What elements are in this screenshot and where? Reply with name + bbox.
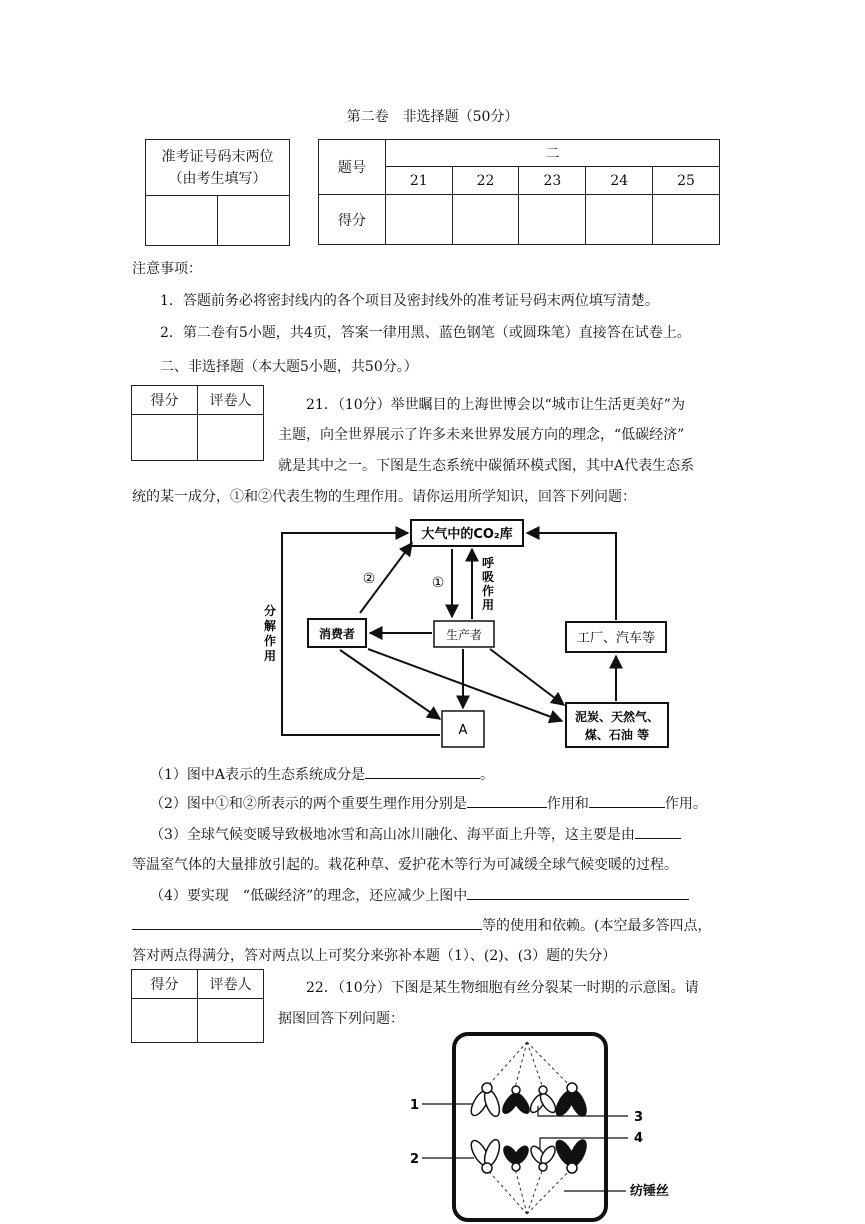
grader-score-cell[interactable] <box>132 415 198 461</box>
q21-sub2-end: 作用。 <box>664 796 707 812</box>
grader-name-cell[interactable] <box>198 415 264 461</box>
answer-blank[interactable] <box>365 764 480 779</box>
note-item: 1．答题前务必将密封线内的各个项目及密封线外的准考证号码末两位填写清楚。 <box>160 293 659 309</box>
answer-blank[interactable] <box>635 824 681 839</box>
producer-label: 生产者 <box>445 628 483 642</box>
grader-score-cell[interactable] <box>132 999 198 1043</box>
label-process-2: ② <box>362 571 376 587</box>
group-label: 二 <box>385 140 719 167</box>
section-title: 第二卷 非选择题（50分） <box>346 109 519 125</box>
exam-id-header <box>146 140 290 196</box>
q21-line2: 主题，向全世界展示了许多未来世界发展方向的理念，“低碳经济” <box>278 427 685 443</box>
row-label-score: 得分 <box>319 195 386 245</box>
cell-outline <box>454 1034 606 1220</box>
respiration-char: 作 <box>482 584 495 598</box>
question-number: 25 <box>653 167 720 195</box>
grader-name-cell[interactable] <box>198 999 264 1043</box>
q22-line1: 22．（10分）下图是某生物细胞有丝分裂某一时期的示意图。请 <box>306 980 699 996</box>
grader-score-label: 得分 <box>132 970 198 999</box>
grader-name-label: 评卷人 <box>198 386 264 415</box>
q21-sub4-note: 答对两点得满分，答对两点以上可奖分来弥补本题（1）、(2)、(3）题的失分） <box>132 948 617 964</box>
exam-id-header-line1: 准考证号码末两位 <box>161 148 274 165</box>
q21-sub2-text: （2）图中①和②所表示的两个重要生理作用分别是 <box>150 796 467 812</box>
grader-box-q22 <box>131 969 264 1043</box>
co2-pool-label: 大气中的CO₂库 <box>421 527 513 542</box>
q22-line2: 据图回答下列问题： <box>278 1011 404 1027</box>
fossil-fuel-label-line1: 泥炭、天然气、 <box>574 710 660 724</box>
chromosome-label-1: 1 <box>410 1098 420 1113</box>
q21-sub4 <box>150 885 689 905</box>
grader-name-label: 评卷人 <box>198 970 264 999</box>
respiration-char: 呼 <box>482 556 495 570</box>
q21-sub2 <box>150 793 707 813</box>
score-cell[interactable] <box>385 195 452 245</box>
carbon-cycle-diagram <box>250 515 680 755</box>
q21-sub1 <box>150 764 494 784</box>
q21-line1: 21．（10分）举世瞩目的上海世博会以“城市让生活更美好”为 <box>306 397 685 413</box>
arrow-producer-to-fossil <box>490 649 564 705</box>
question-number: 21 <box>385 167 452 195</box>
q21-sub4-mid: 等的使用和依赖。(本空最多答四点， <box>482 918 712 934</box>
score-cell[interactable] <box>452 195 519 245</box>
q21-sub1-end: 。 <box>480 767 495 783</box>
grader-box-q21 <box>131 385 264 461</box>
notes-title: 注意事项： <box>132 261 202 277</box>
decomposition-label <box>264 603 276 663</box>
arrow-consumer-to-fossil <box>368 649 562 721</box>
exam-id-header-line2: （由考生填写） <box>168 170 267 187</box>
grader-score-label: 得分 <box>132 386 198 415</box>
q21-sub3-text: （3）全球气候变暖导致极地冰雪和高山冰川融化、海平面上升等，这主要是由 <box>150 827 635 843</box>
part2-heading: 二、非选择题（本大题5小题，共50分。） <box>160 359 418 375</box>
q21-line4: 统的某一成分，①和②代表生物的生理作用。请你运用所学知识，回答下列问题： <box>132 489 636 505</box>
row-label-question: 题号 <box>319 140 386 195</box>
exam-id-digit-1[interactable] <box>146 196 218 246</box>
note-item: 2．第二卷有5小题，共4页，答案一律用黑、蓝色钢笔（或圆珠笔）直接答在试卷上。 <box>160 325 691 341</box>
score-cell[interactable] <box>586 195 653 245</box>
question-number: 23 <box>519 167 586 195</box>
q21-sub1-text: （1）图中A表示的生态系统成分是 <box>150 767 366 783</box>
respiration-char: 用 <box>482 598 495 612</box>
mitosis-diagram <box>400 1028 700 1224</box>
fossil-fuel-label-line2: 煤、石油 等 <box>584 728 650 742</box>
q21-sub3-cont: 等温室气体的大量排放引起的。栽花种草、爱护花木等行为可减缓全球气候变暖的过程。 <box>132 857 678 873</box>
chromosome-label-3: 3 <box>634 1110 644 1125</box>
factory-label: 工厂、汽车等 <box>576 631 656 646</box>
label-process-1: ① <box>431 575 445 591</box>
respiration-char: 吸 <box>482 570 495 584</box>
answer-blank[interactable] <box>132 915 482 930</box>
respiration-label <box>482 555 495 612</box>
decomposition-char: 分 <box>264 604 277 618</box>
question-number: 24 <box>586 167 653 195</box>
chromosome-label-2: 2 <box>410 1152 420 1167</box>
q21-sub4-text: （4）要实现 “低碳经济”的理念，还应减少上图中 <box>150 888 468 904</box>
decomposition-char: 解 <box>264 619 277 633</box>
answer-blank[interactable] <box>589 793 665 808</box>
chromosome-label-4: 4 <box>634 1131 644 1146</box>
score-table <box>318 139 720 245</box>
answer-blank[interactable] <box>467 793 547 808</box>
exam-id-digit-2[interactable] <box>218 196 290 246</box>
q21-sub2-mid: 作用和 <box>546 796 589 812</box>
q21-sub3 <box>150 824 681 844</box>
score-cell[interactable] <box>653 195 720 245</box>
q21-sub4-cont <box>132 915 711 935</box>
q21-line3: 就是其中之一。下图是生态系统中碳循环模式图，其中A代表生态系 <box>278 458 695 474</box>
answer-blank[interactable] <box>467 885 689 900</box>
decomposition-char: 作 <box>264 634 277 648</box>
question-number: 22 <box>452 167 519 195</box>
arrow-consumer-to-a <box>340 650 440 719</box>
score-cell[interactable] <box>519 195 586 245</box>
spindle-label: 纺锤丝 <box>630 1184 670 1199</box>
a-label: A <box>458 723 468 738</box>
decomposition-char: 用 <box>264 649 277 663</box>
consumer-label: 消费者 <box>318 627 356 641</box>
exam-id-table <box>145 139 290 246</box>
arrow-factory-to-co2 <box>527 533 616 620</box>
